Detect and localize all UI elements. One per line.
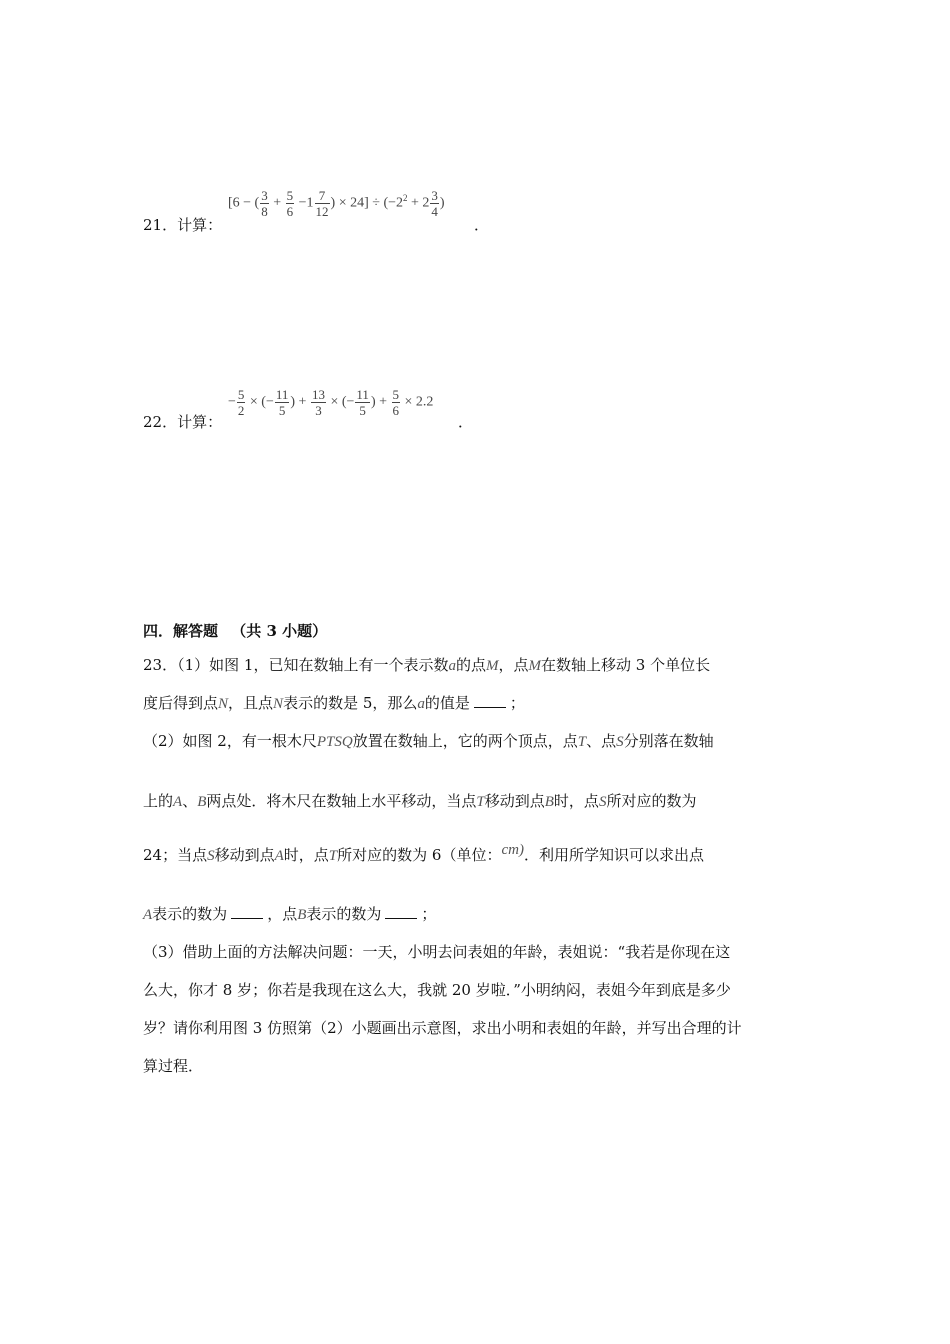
answer-blank-1[interactable] xyxy=(474,693,506,708)
q23-line-5: 24；当点S移动到点A时，点T所对应的数为 6（单位：cm)．利用所学知识可以求出点 xyxy=(143,842,704,864)
section-heading xyxy=(143,620,327,641)
q21-period: ． xyxy=(474,216,490,234)
q21-expression: [6 − ( $\frac{3}{8}$ + $\frac{5}{6}$ −1 $\frac{7}{12}$ ) × $24] \div (-2^2 + 2$ $\frac{3}{4}$ ) xyxy=(228,188,445,219)
q23-line-9: 岁？请你利用图 3 仿照第（2）小题画出示意图，求出小明和表姐的年龄，并写出合理的计 xyxy=(143,1019,742,1037)
q23-line-1: 23．（1）如图 1，已知在数轴上有一个表示数a的点M，点M在数轴上移动 3 个单位长 xyxy=(143,656,711,674)
section-title: 四．解答题 xyxy=(143,622,219,640)
section-count: （共 3 小题） xyxy=(231,622,328,640)
q22-expression: − $\frac{5}{2}$ × (− $\frac{11}{5}$ ) + $\frac{13}{3}$ × (− $\frac{11}{5}$ ) + $\frac{5}{6}$ × 2.2 xyxy=(228,387,434,418)
q21-label: 21．计算： xyxy=(143,216,223,234)
q22-period: ． xyxy=(458,413,474,431)
q23-line-8: 么大，你才 8 岁；你若是我现在这么大，我就 20 岁啦．”小明纳闷，表姐今年到底是多少 xyxy=(143,981,731,999)
q22-label: 22．计算： xyxy=(143,413,223,431)
q23-line-3: （2）如图 2，有一根木尺PTSQ放置在数轴上，它的两个顶点，点T、点S分别落在数轴 xyxy=(143,732,714,750)
q23-line-4: 上的A、B两点处．将木尺在数轴上水平移动，当点T移动到点B时，点S所对应的数为 xyxy=(143,792,697,810)
q23-line-10: 算过程． xyxy=(143,1057,204,1075)
answer-blank-3[interactable] xyxy=(385,904,417,919)
answer-blank-2[interactable] xyxy=(231,904,263,919)
q23-line-6: A表示的数为 ，点B表示的数为 ； xyxy=(143,905,437,923)
q23-line-2: 度后得到点N，且点N表示的数是 5，那么a的值是 ； xyxy=(143,694,525,712)
q23-line-7: （3）借助上面的方法解决问题：一天，小明去问表姐的年龄，表姐说：“我若是你现在这 xyxy=(143,943,731,961)
